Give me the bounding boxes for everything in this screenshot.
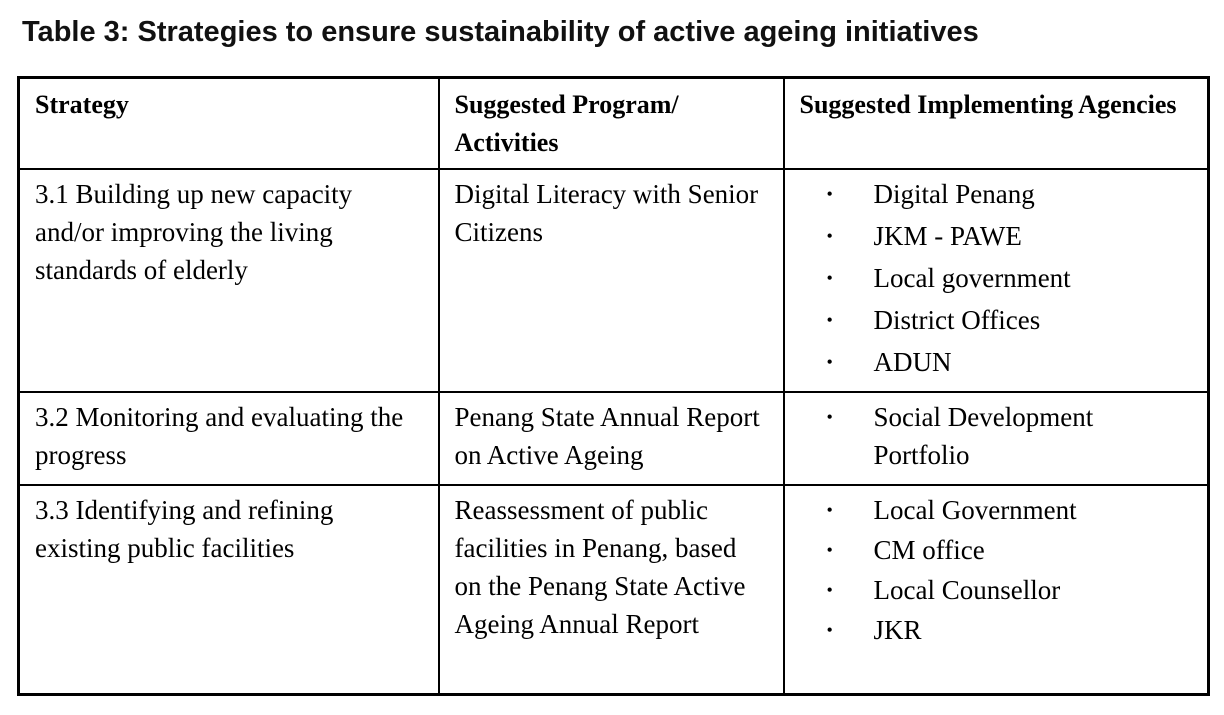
header-program: Suggested Program/ Activities — [439, 78, 784, 170]
strategy-cell: 3.1 Building up new capacity and/or improving the living standards of elderly — [19, 169, 439, 392]
bullet-icon: • — [826, 352, 833, 372]
agency-name: District Offices — [873, 305, 1041, 335]
agency-item — [800, 217, 1194, 255]
program-cell: Digital Literacy with Senior Citizens — [439, 169, 784, 392]
agency-item — [800, 571, 1194, 609]
bullet-icon: • — [826, 226, 833, 246]
bullet-icon: • — [826, 310, 833, 330]
agency-item — [800, 531, 1194, 569]
agency-list — [800, 398, 1194, 474]
bullet-icon: • — [826, 268, 833, 288]
agency-item — [800, 611, 1194, 649]
program-cell: Penang State Annual Report on Active Ageing — [439, 392, 784, 485]
header-row — [19, 78, 1209, 170]
header-agencies: Suggested Implementing Agencies — [784, 78, 1209, 170]
strategy-cell: 3.3 Identifying and refining existing public facilities — [19, 485, 439, 695]
header-strategy: Strategy — [19, 78, 439, 170]
agency-name: Digital Penang — [873, 179, 1035, 209]
bullet-icon: • — [826, 407, 833, 427]
agency-name: JKR — [873, 615, 922, 645]
agencies-cell — [784, 485, 1209, 695]
agency-item — [800, 175, 1194, 213]
bullet-icon: • — [826, 580, 833, 600]
bullet-icon: • — [826, 500, 833, 520]
agencies-cell — [784, 392, 1209, 485]
table-row — [19, 485, 1209, 695]
bullet-icon: • — [826, 620, 833, 640]
agency-name: Social Development Portfolio — [873, 402, 1094, 470]
agency-name: Local Counsellor — [873, 575, 1061, 605]
agency-name: Local Government — [873, 495, 1077, 525]
bullet-icon: • — [826, 540, 833, 560]
strategies-table — [17, 76, 1210, 696]
bullet-icon: • — [826, 184, 833, 204]
table-row — [19, 169, 1209, 392]
program-cell: Reassessment of public facilities in Penang, based on the Penang State Active Ageing Annual Report — [439, 485, 784, 695]
agency-list — [800, 175, 1194, 381]
agency-item — [800, 343, 1194, 381]
agency-name: ADUN — [873, 347, 952, 377]
agency-item — [800, 398, 1194, 474]
agency-name: Local government — [873, 263, 1071, 293]
agency-list — [800, 491, 1194, 649]
strategy-cell: 3.2 Monitoring and evaluating the progress — [19, 392, 439, 485]
agency-item — [800, 301, 1194, 339]
agency-name: CM office — [873, 535, 985, 565]
agency-item — [800, 259, 1194, 297]
agency-item — [800, 491, 1194, 529]
agency-name: JKM - PAWE — [873, 221, 1022, 251]
table-row — [19, 392, 1209, 485]
agencies-cell — [784, 169, 1209, 392]
table-title: Table 3: Strategies to ensure sustainability of active ageing initiatives — [22, 16, 979, 48]
